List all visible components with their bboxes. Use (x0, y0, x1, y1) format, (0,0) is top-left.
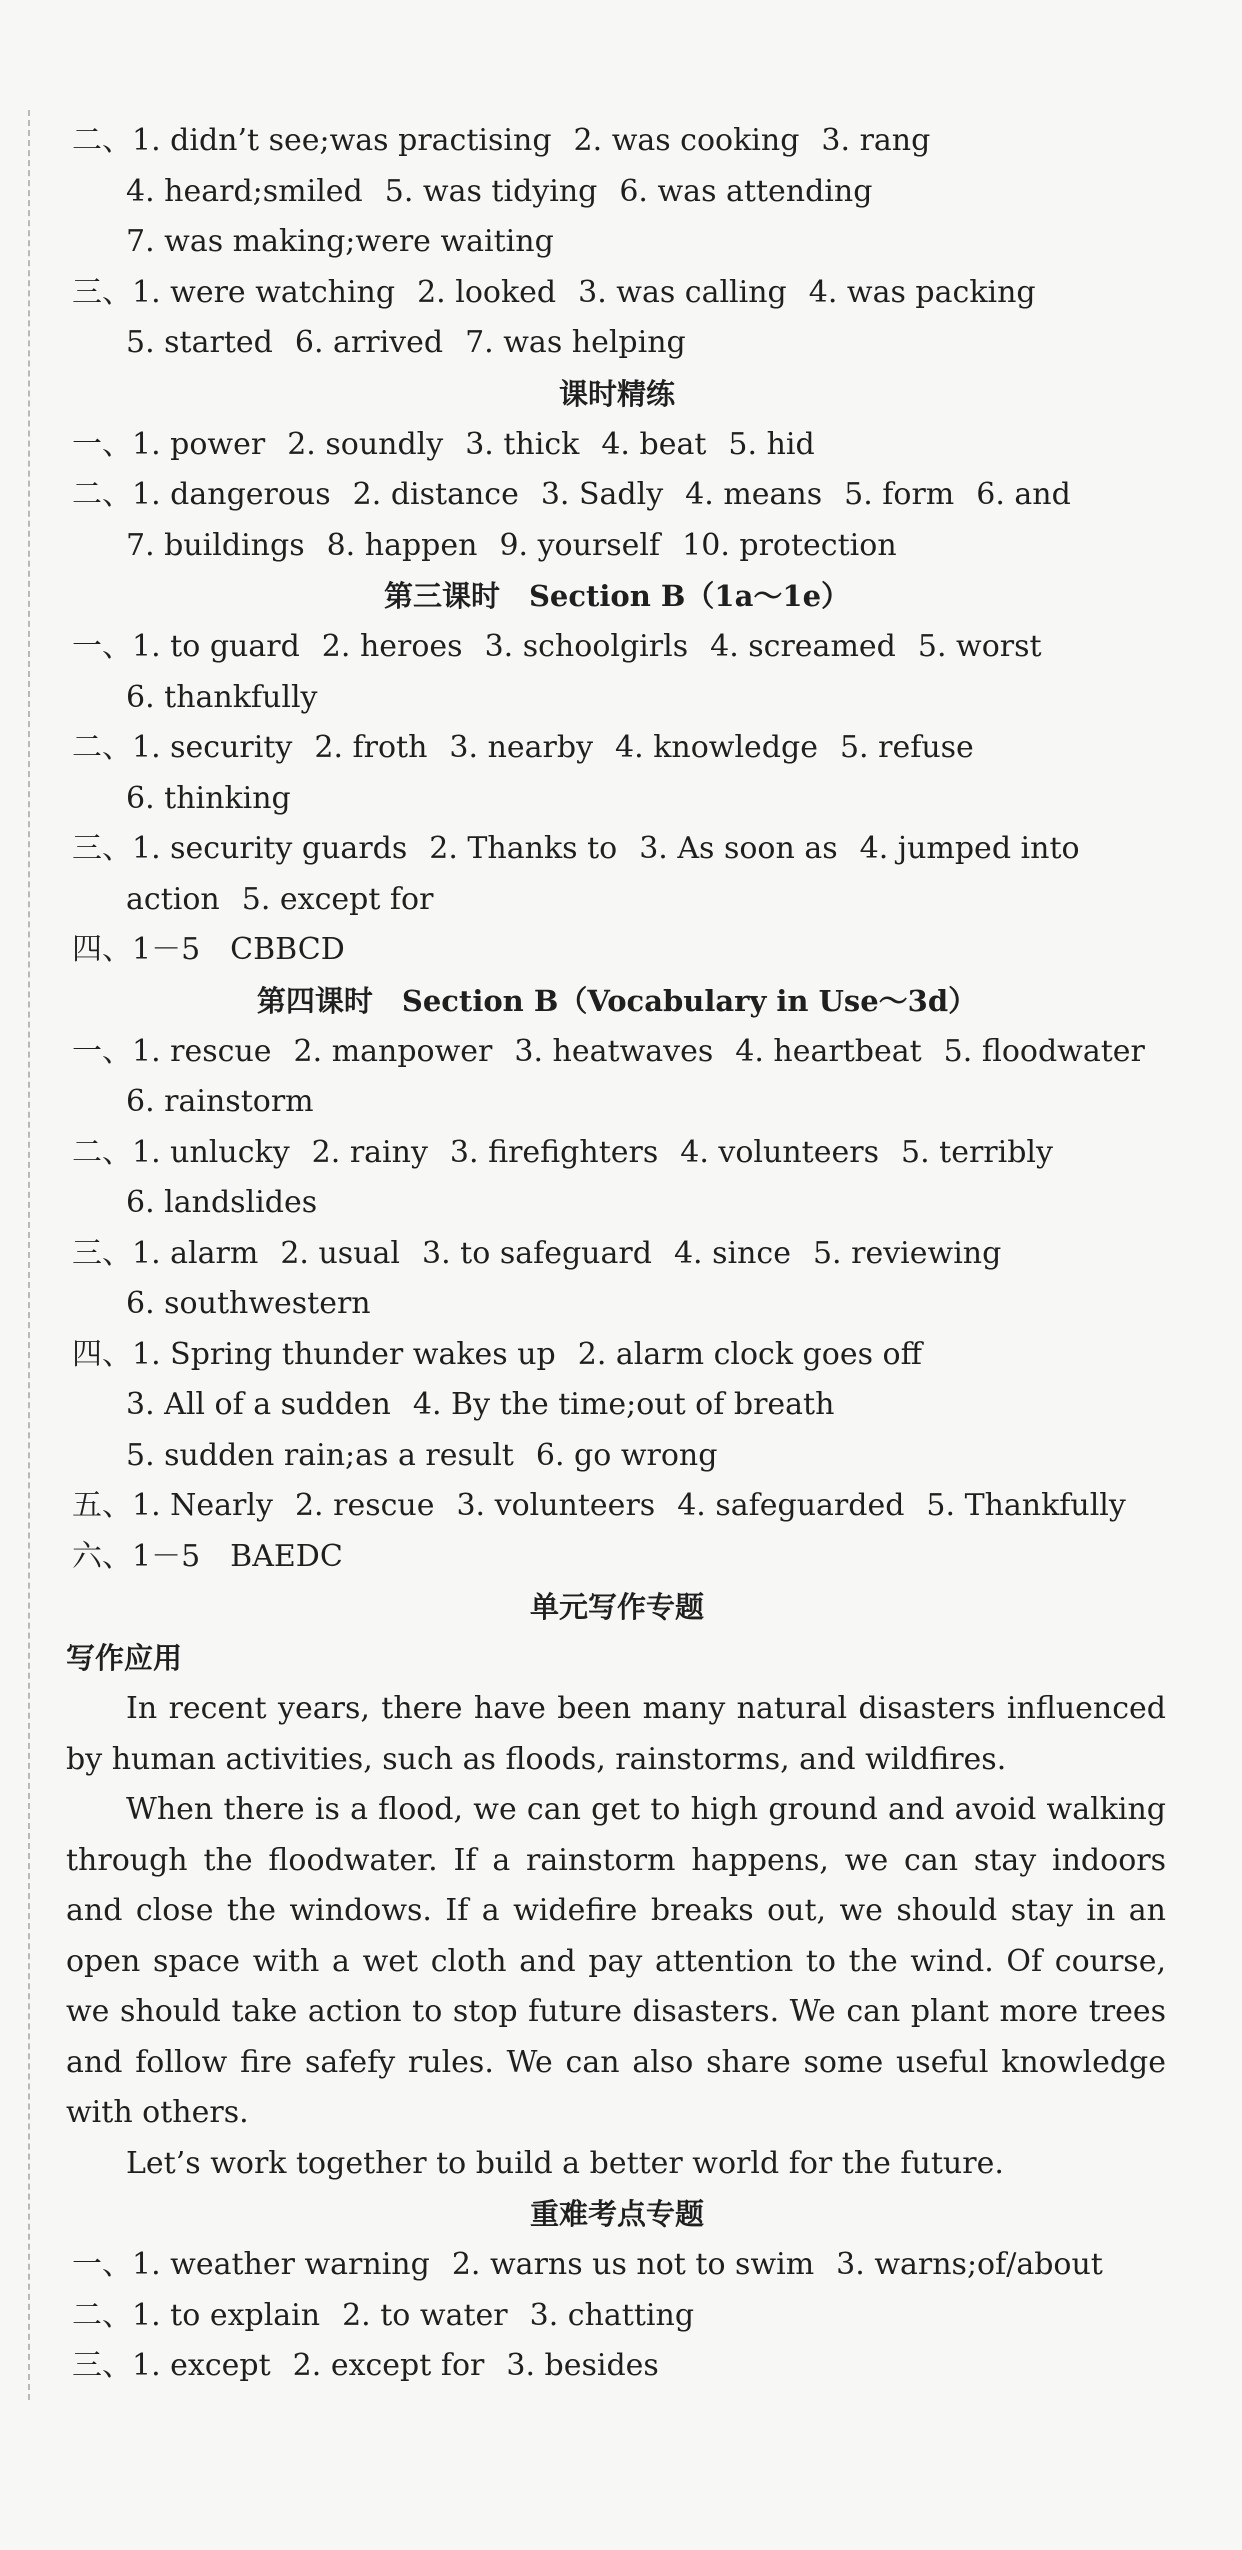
answer-item: 5. sudden rain;as a result (126, 1437, 514, 1473)
answer-line (72, 1077, 1162, 1128)
answer-line (72, 1532, 1162, 1583)
answer-item: 3. besides (506, 2348, 659, 2383)
answer-line (72, 1229, 1162, 1280)
answer-line (72, 1279, 1162, 1330)
answer-line (72, 2240, 1162, 2291)
answer-item: 7. buildings (126, 527, 305, 563)
answer-item: 9. yourself (499, 527, 661, 563)
answer-line (72, 774, 1162, 825)
heading-lesson-4: 第四课时 Section B（Vocabulary in Use～3d） (256, 983, 978, 1018)
answer-line (72, 1380, 1162, 1431)
answer-line (72, 2341, 1162, 2392)
question-number: 二、 (72, 730, 132, 765)
question-number: 三、 (72, 1235, 132, 1271)
answer-item: 1. didn’t see;was practising (132, 123, 552, 158)
answer-item: 1. rescue (132, 1033, 272, 1069)
question-number: 三、 (72, 274, 132, 310)
answer-line (72, 1330, 1162, 1381)
answer-item: 4. volunteers (680, 1134, 879, 1170)
answer-item: 2. rainy (311, 1134, 428, 1170)
answer-item: 3. Sadly (540, 477, 664, 512)
question-number: 四、 (72, 1336, 132, 1372)
heading-lesson-practice: 课时精练 (558, 376, 675, 411)
answer-item: 4. since (673, 1235, 791, 1271)
question-number: 二、 (72, 477, 132, 512)
section-e (72, 2240, 1162, 2392)
answer-item: 5. floodwater (943, 1033, 1145, 1069)
answer-line (72, 875, 1162, 926)
question-number: 三、 (72, 2348, 132, 2383)
question-number: 六、 (72, 1538, 132, 1574)
answer-item: 7. was making;were waiting (126, 224, 554, 259)
answer-item: 5. reviewing (812, 1235, 1002, 1271)
section-b (72, 420, 1162, 572)
question-number: 四、 (72, 932, 132, 967)
answer-item: 1. alarm (132, 1235, 259, 1271)
answer-item: 3. heatwaves (514, 1033, 714, 1069)
answer-item: 3. rang (821, 123, 931, 158)
answer-item: 5. started (126, 325, 273, 360)
answer-item: 6. landslides (126, 1185, 318, 1220)
answer-item: 3. warns;of/about (836, 2247, 1103, 2282)
answer-item: 2. looked (417, 274, 557, 310)
answer-content (66, 116, 1166, 2392)
answer-line (72, 318, 1162, 369)
heading-unit-writing: 单元写作专题 (529, 1590, 704, 1624)
question-number: 五、 (72, 1488, 132, 1523)
answer-line (72, 824, 1162, 875)
answer-item: 4. was packing (808, 274, 1036, 310)
answer-line (72, 1481, 1162, 1532)
question-number: 二、 (72, 123, 132, 158)
answer-line (72, 622, 1162, 673)
answer-item: 2. warns us not to swim (451, 2247, 815, 2282)
answer-item: 6. thinking (126, 780, 291, 816)
answer-item: action (126, 881, 220, 917)
answer-item: 6. thankfully (126, 679, 318, 715)
heading-key-points: 重难考点专题 (529, 2197, 704, 2231)
answer-line (72, 1027, 1162, 1078)
answer-line (72, 521, 1162, 572)
answer-line (72, 1128, 1162, 1179)
answer-item: 5. form (844, 477, 955, 512)
answer-item: 4. By the time;out of breath (412, 1387, 835, 1422)
question-number: 一、 (72, 629, 132, 664)
question-number: 二、 (72, 1134, 132, 1170)
answer-item: 2. to water (342, 2297, 508, 2333)
answer-line (72, 167, 1162, 218)
answer-item: 2. distance (352, 477, 519, 512)
answer-item: 2. froth (314, 730, 428, 765)
essay-paragraph: Let’s work together to build a better world for the future. (126, 2145, 1004, 2181)
answer-item: 3. thick (465, 426, 580, 462)
answer-item: 3. chatting (529, 2297, 695, 2333)
answer-item: 6. go wrong (535, 1437, 718, 1473)
answer-item: 3. nearby (449, 730, 594, 765)
answer-item: 1. security (132, 730, 293, 765)
answer-item: 3. firefighters (449, 1134, 659, 1170)
answer-item: 1. power (132, 426, 266, 462)
essay-paragraph: When there is a flood, we can get to high ground and avoid walking through the floodwater. If a rainstorm happens, we can stay indoors and close the windows. If a widefire breaks out, we should stay in an open space with a wet cloth and pay attention to the wind. Of course, we should take action to stop future disasters. We can plant more trees and follow fire safefy rules. We can also share some useful knowledge with others. (66, 1792, 1166, 2130)
answer-item: 4. beat (601, 426, 707, 462)
essay-paragraph: In recent years, there have been many natural disasters influenced by human activities, such as floods, rainstorms, and wildfires. (66, 1691, 1166, 1777)
answer-item: 6. was attending (619, 173, 873, 209)
answer-item: 1. Spring thunder wakes up (132, 1336, 556, 1372)
answer-item: 5. except for (241, 881, 434, 917)
answer-item: 2. soundly (287, 426, 444, 462)
answer-item: 4. jumped into (859, 831, 1080, 866)
answer-item: 3. schoolgirls (484, 629, 689, 664)
answer-line (72, 1178, 1162, 1229)
answer-item: 3. volunteers (456, 1488, 656, 1523)
answer-item: 3. to safeguard (422, 1235, 652, 1271)
answer-item: 1. Nearly (132, 1488, 273, 1523)
answer-item: 1. to explain (132, 2297, 321, 2333)
answer-item: 2. rescue (294, 1488, 435, 1523)
answer-item: 10. protection (682, 527, 897, 563)
writing-label: 写作应用 (66, 1641, 183, 1675)
answer-item: 1－5 BAEDC (132, 1538, 343, 1574)
question-number: 二、 (72, 2297, 132, 2333)
question-number: 一、 (72, 426, 132, 462)
answer-item: 4. heard;smiled (126, 173, 363, 209)
answer-item: 1. security guards (132, 831, 408, 866)
answer-item: 4. heartbeat (735, 1033, 922, 1069)
section-c (72, 622, 1162, 976)
heading-lesson-3: 第三课时 Section B（1a～1e） (383, 579, 851, 613)
answer-item: 1. except (132, 2348, 271, 2383)
answer-item: 5. worst (917, 629, 1042, 664)
essay (66, 1684, 1166, 2189)
answer-item: 2. Thanks to (429, 831, 618, 866)
answer-item: 6. rainstorm (126, 1084, 314, 1119)
answer-item: 8. happen (326, 527, 478, 563)
answer-item: 5. was tidying (384, 173, 598, 209)
answer-line (72, 723, 1162, 774)
answer-item: 6. and (976, 477, 1071, 512)
answer-line (72, 470, 1162, 521)
answer-line (72, 217, 1162, 268)
answer-line (72, 673, 1162, 724)
answer-item: 2. manpower (293, 1033, 493, 1069)
answer-line (72, 268, 1162, 319)
answer-item: 2. was cooking (573, 123, 800, 158)
question-number: 一、 (72, 2247, 132, 2282)
answer-item: 6. arrived (294, 325, 444, 360)
answer-line (72, 116, 1162, 167)
answer-item: 2. usual (280, 1235, 401, 1271)
answer-item: 5. Thankfully (926, 1488, 1126, 1523)
answer-item: 1. dangerous (132, 477, 331, 512)
answer-line (72, 420, 1162, 471)
answer-item: 1. to guard (132, 629, 300, 664)
answer-item: 1. unlucky (132, 1134, 290, 1170)
answer-line (72, 1431, 1162, 1482)
answer-item: 1. were watching (132, 274, 396, 310)
answer-item: 5. terribly (900, 1134, 1053, 1170)
answer-item: 4. screamed (710, 629, 896, 664)
section-a (72, 116, 1162, 369)
answer-item: 1－5 CBBCD (132, 932, 345, 967)
answer-item: 5. hid (728, 426, 815, 462)
answer-line (72, 925, 1162, 976)
answer-item: 3. was calling (578, 274, 787, 310)
answer-item: 2. except for (292, 2348, 485, 2383)
answer-item: 6. southwestern (126, 1286, 371, 1321)
answer-item: 5. refuse (839, 730, 974, 765)
answer-item: 4. safeguarded (677, 1488, 905, 1523)
answer-line (72, 2291, 1162, 2342)
answer-item: 4. knowledge (615, 730, 818, 765)
question-number: 一、 (72, 1033, 132, 1069)
answer-item: 3. As soon as (639, 831, 838, 866)
answer-item: 2. heroes (321, 629, 463, 664)
answer-item: 2. alarm clock goes off (577, 1336, 922, 1372)
binding-margin-dashed-line (28, 110, 30, 2400)
question-number: 三、 (72, 831, 132, 866)
answer-item: 7. was helping (465, 325, 686, 360)
answer-item: 1. weather warning (132, 2247, 430, 2282)
section-d (72, 1027, 1162, 1583)
answer-item: 4. means (685, 477, 823, 512)
answer-item: 3. All of a sudden (126, 1387, 391, 1422)
